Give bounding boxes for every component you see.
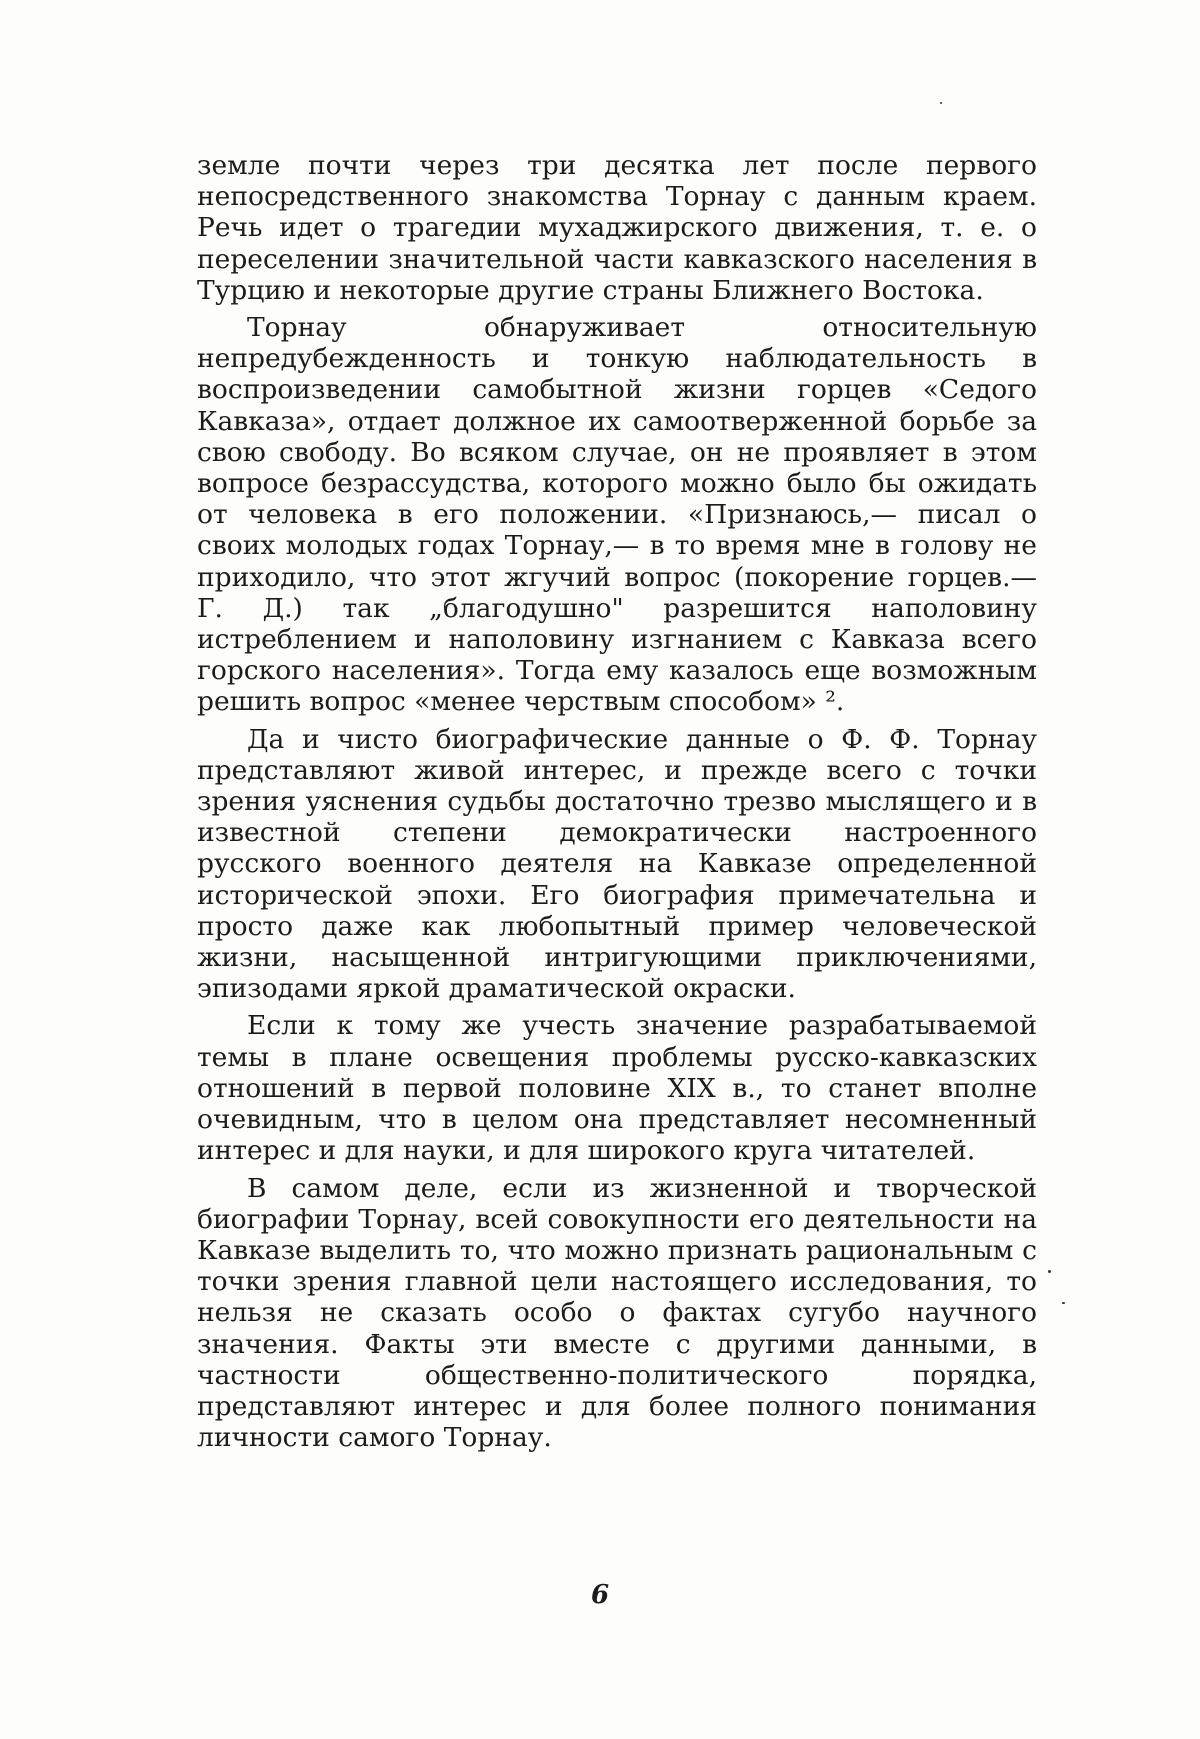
- paragraph-1: земле почти через три десятка лет после первого непосредственного знакомства Торнау с данным краем. Речь идет о трагедии мухаджирского движения, т. е. о переселении значительной части кавказского населения в Турцию и некоторые другие страны Ближнего Востока.: [197, 150, 1037, 306]
- paragraph-4: Если к тому же учесть значение разрабатываемой темы в плане освещения проблемы русско-кавказских отношений в первой половине XIX в., то станет вполне очевидным, что в целом она представляет несомненный интерес и для науки, и для широкого круга читателей.: [197, 1010, 1037, 1167]
- scan-speck: [940, 102, 942, 104]
- scan-speck: [1062, 1302, 1065, 1304]
- scan-speck: [1048, 1270, 1051, 1273]
- paragraph-5: В самом деле, если из жизненной и творческой биографии Торнау, всей совокупности его деятельности на Кавказе выделить то, что можно признать рациональным с точки зрения главной цели настоящего исследования, то нельзя не сказать особо о фактах сугубо научного значения. Факты эти вместе с другими данными, в частности общественно-политического порядка, представляют интерес и для более полного понимания личности самого Торнау.: [197, 1172, 1037, 1454]
- paragraph-3: Да и чисто биографические данные о Ф. Ф. Торнау представляют живой интерес, и прежде всего с точки зрения уяснения судьбы достаточно трезво мыслящего и в известной степени демократически настроенного русского военного деятеля на Кавказе определенной исторической эпохи. Его биография примечательна и просто даже как любопытный пример человеческой жизни, насыщенной интригующими приключениями, эпизодами яркой драматической окраски.: [197, 723, 1037, 1005]
- page-number: 6: [590, 1580, 610, 1610]
- paragraph-2: Торнау обнаруживает относительную непредубежденность и тонкую наблюдательность в воспроизведении самобытной жизни горцев «Седого Кавказа», отдает должное их самоотверженной борьбе за свою свободу. Во всяком случае, он не проявляет в этом вопросе безрассудства, которого можно было бы ожидать от человека в его положении. «Признаюсь,— писал о своих молодых годах Торнау,— в то время мне в голову не приходило, что этот жгучий вопрос (покорение горцев.— Г. Д.) так „благодушно" разрешится наполовину истреблением и наполовину изгнанием с Кавказа всего горского населения». Тогда ему казалось еще возможным решить вопрос «менее черствым способом» ².: [197, 312, 1037, 718]
- body-text: [197, 150, 1037, 1459]
